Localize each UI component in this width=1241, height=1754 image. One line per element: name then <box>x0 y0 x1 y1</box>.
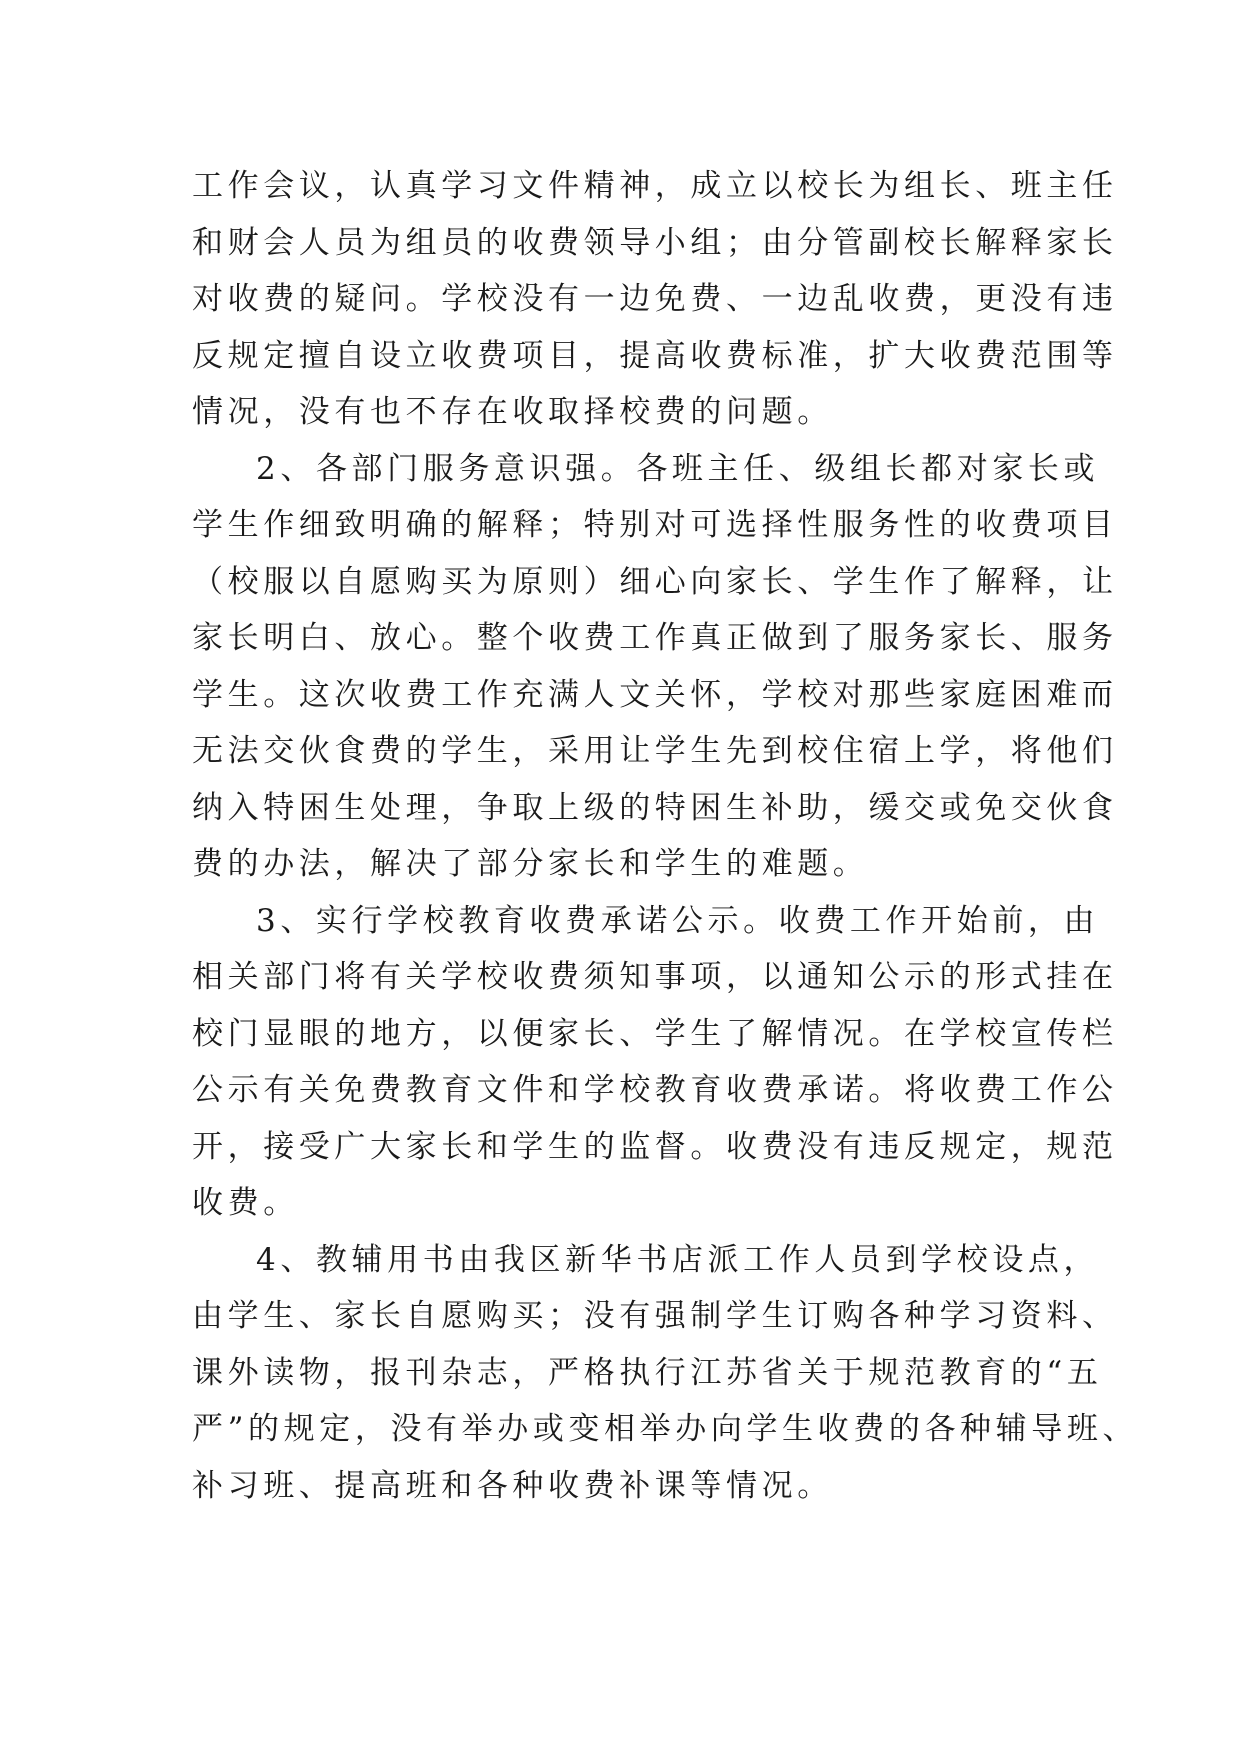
text-line: 严”的规定，没有举办或变相举办向学生收费的各种辅导班、 <box>192 1411 1139 1447</box>
text-line: 收费。 <box>192 1185 299 1221</box>
text-line: 家长明白、放心。整个收费工作真正做到了服务家长、服务 <box>192 620 1118 656</box>
text-line: 学生作细致明确的解释；特别对可选择性服务性的收费项目 <box>192 507 1118 543</box>
paragraph <box>192 441 1118 893</box>
text-line: （校服以自愿购买为原则）细心向家长、学生作了解释，让 <box>192 563 1118 600</box>
text-line: 课外读物，报刊杂志，严格执行江苏省关于规范教育的“五 <box>192 1354 1103 1391</box>
text-line: 开，接受广大家长和学生的监督。收费没有违反规定，规范 <box>192 1128 1118 1165</box>
text-line: 3、实行学校教育收费承诺公示。收费工作开始前，由 <box>256 902 1100 939</box>
text-line: 纳入特困生处理，争取上级的特困生补助，缓交或免交伙食 <box>192 789 1118 826</box>
text-line: 由学生、家长自愿购买；没有强制学生订购各种学习资料、 <box>192 1298 1118 1334</box>
paragraph <box>192 1232 1139 1515</box>
text-line: 工作会议，认真学习文件精神，成立以校长为组长、班主任 <box>192 168 1118 204</box>
text-line: 情况，没有也不存在收取择校费的问题。 <box>192 394 833 430</box>
document-body <box>192 158 1139 1514</box>
text-line: 相关部门将有关学校收费须知事项，以通知公示的形式挂在 <box>192 959 1118 995</box>
text-line: 对收费的疑问。学校没有一边免费、一边乱收费，更没有违 <box>192 281 1118 317</box>
text-line: 4、教辅用书由我区新华书店派工作人员到学校设点， <box>256 1241 1100 1278</box>
text-line: 补习班、提高班和各种收费补课等情况。 <box>192 1467 833 1504</box>
paragraph <box>192 158 1118 441</box>
text-line: 校门显眼的地方，以便家长、学生了解情况。在学校宣传栏 <box>192 1015 1118 1052</box>
text-line: 公示有关免费教育文件和学校教育收费承诺。将收费工作公 <box>192 1072 1118 1108</box>
text-line: 无法交伙食费的学生，采用让学生先到校住宿上学，将他们 <box>192 733 1118 769</box>
text-line: 学生。这次收费工作充满人文关怀，学校对那些家庭困难而 <box>192 676 1118 713</box>
text-line: 费的办法，解决了部分家长和学生的难题。 <box>192 846 869 882</box>
text-line: 和财会人员为组员的收费领导小组；由分管副校长解释家长 <box>192 224 1118 261</box>
text-line: 反规定擅自设立收费项目，提高收费标准，扩大收费范围等 <box>192 337 1118 374</box>
paragraph <box>192 893 1118 1232</box>
text-line: 2、各部门服务意识强。各班主任、级组长都对家长或 <box>256 450 1100 487</box>
